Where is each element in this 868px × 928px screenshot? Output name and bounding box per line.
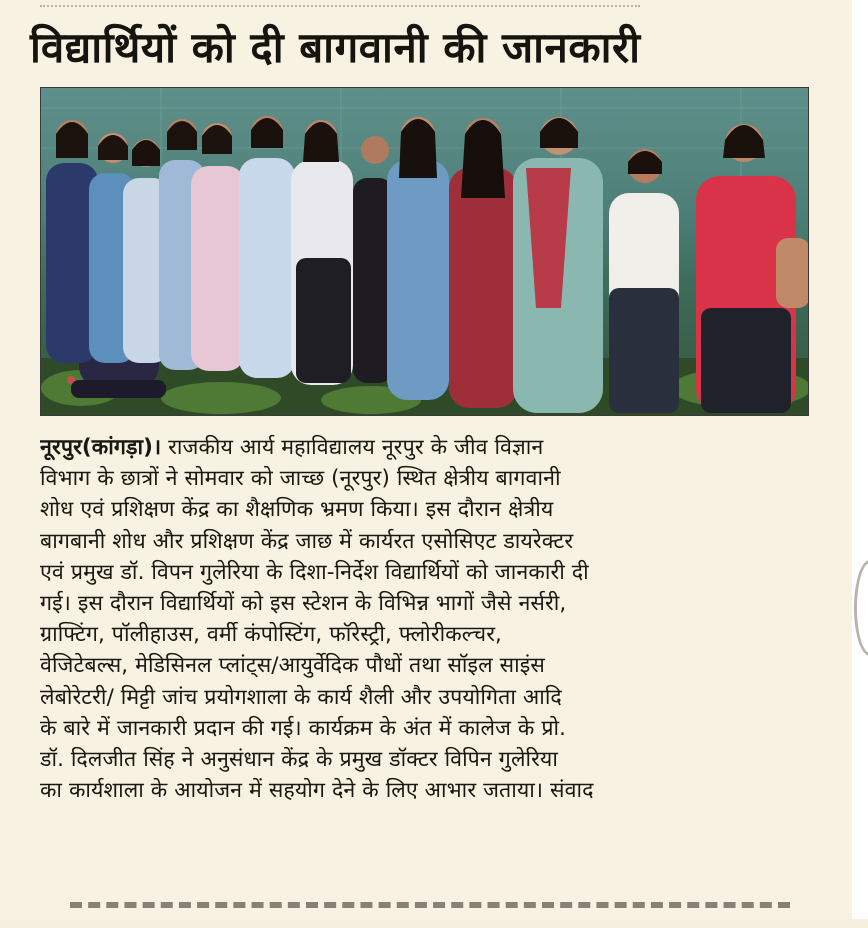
article-line-3: शोध एवं प्रशिक्षण केंद्र का शैक्षणिक भ्रमण किया। इस दौरान क्षेत्रीय	[40, 497, 554, 523]
article-headline: विद्यार्थियों को दी बागवानी की जानकारी	[30, 23, 641, 72]
article-line-10: के बारे में जानकारी प्रदान की गई। कार्यक्रम के अंत में कालेज के प्रो.	[40, 715, 567, 741]
article-line-8: वेजिटेबल्स, मेडिसिनल प्लांट्स/आयुर्वेदिक पौधों तथा सॉइल साइंस	[40, 653, 545, 679]
dateline: नूरपुर(कांगड़ा)।	[40, 435, 162, 460]
students-group-photo-illustration	[41, 88, 809, 416]
article-line-5: एवं प्रमुख डॉ. विपन गुलेरिया के दिशा-निर्देश विद्यार्थियों को जानकारी दी	[40, 559, 589, 585]
article-line-2: विभाग के छात्रों ने सोमवार को जाच्छ (नूरपुर) स्थित क्षेत्रीय बागवानी	[40, 466, 561, 492]
article-line-9: लेबोरेटरी/ मिट्टी जांच प्रयोगशाला के कार्य शैली और उपयोगिता आदि	[40, 684, 562, 710]
article-line-11: डॉ. दिलजीत सिंह ने अनुसंधान केंद्र के प्रमुख डॉक्टर विपिन गुलेरिया	[40, 747, 558, 773]
article-line-1	[40, 432, 824, 463]
article-line-6: गई। इस दौरान विद्यार्थियों को इस स्टेशन के विभिन्न भागों जैसे नर्सरी,	[40, 591, 567, 617]
article-line-7: ग्राफ्टिंग, पॉलीहाउस, वर्मी कंपोस्टिंग, फॉरेस्ट्री, फ्लोरीकल्चर,	[40, 622, 502, 648]
article-body	[40, 432, 824, 806]
article-line-1-text: राजकीय आर्य महाविद्यालय नूरपुर के जीव विज्ञान	[161, 435, 544, 460]
page-edge	[852, 0, 868, 919]
cut-off-previous-text	[40, 0, 640, 7]
article-line-4: बागबानी शोध और प्रशिक्षण केंद्र जाछ में कार्यरत एसोसिएट डायरेक्टर	[40, 528, 574, 554]
article-photo	[40, 87, 809, 416]
cut-off-next-headline	[70, 902, 790, 928]
article-line-12: का कार्यशाला के आयोजन में सहयोग देने के लिए आभार जताया। संवाद	[40, 778, 594, 804]
